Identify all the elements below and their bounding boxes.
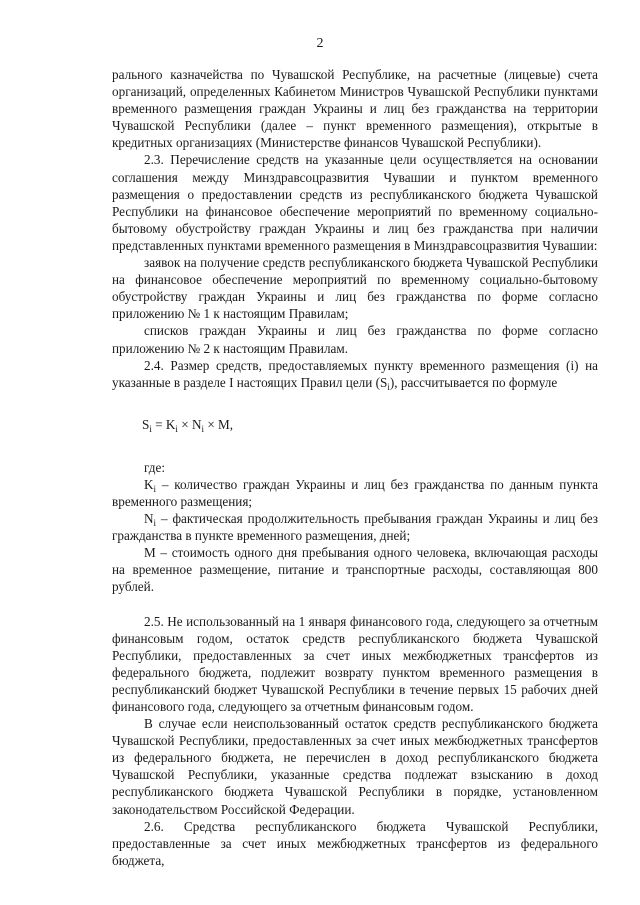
page-number: 2 <box>316 36 324 51</box>
where-label: где: <box>144 459 165 475</box>
paragraph-2-6: 2.6. Средства республиканского бюджета Чувашской Республики, предоставленные за счет иных межбюджетных трансфертов из федерального бюджета, <box>112 818 598 868</box>
paragraph-applications: заявок на получение средств республиканского бюджета Чувашской Республики на финансовое обеспечение мероприятий по временному социально-бытовому обустройству граждан Украины и лиц без гражданства по форме согласно приложению № 1 к настоящим Правилам; <box>112 255 598 322</box>
formula: $S_i = K_i \times N_i \times M$, <box>142 416 234 434</box>
def-m: M – стоимость одного дня пребывания одного человека, включающая расходы на временное размещение, питание и транспортные расходы, составляющая 800 рублей. <box>112 545 598 595</box>
def-k: $K_i$ – количество граждан Украины и лиц без гражданства по данным пункта временного размещения; <box>112 476 598 509</box>
paragraph-recovery: В случае если неиспользованный остаток средств республиканского бюджета Чувашской Республики, предоставленных за счет иных межбюджетных трансфертов из федерального бюджета, не перечислен в доход республиканского бюджета Чувашской Республики, указанные средства подлежат взысканию в доход республиканского бюджета Чувашской Республики в порядке, установленном законодательством Российской Федерации. <box>112 716 598 817</box>
paragraph-2-4: 2.4. Размер средств, предоставляемых пункту временного размещения (i) на указанные в разделе I настоящих Правил цели $(S_i)$, рассчитывается по формуле <box>112 357 598 392</box>
paragraph-2-3: 2.3. Перечисление средств на указанные цели осуществляется на основании соглашения между Минздравсоцразвития Чувашии и пунктом временного размещения о предоставлении средств из республиканского бюджета Чувашской Республики на финансовое обеспечение мероприятий по временному социально-бытовому обустройству граждан Украины и лиц без гражданства при наличии представленных пунктами временного размещения в Минздравсоцразвития Чувашии: <box>112 152 598 253</box>
document-body <box>112 66 598 869</box>
paragraph-lists: списков граждан Украины и лиц без гражданства по форме согласно приложению № 2 к настоящим Правилам. <box>112 323 598 356</box>
paragraph-continuation: рального казначейства по Чувашской Республике, на расчетные (лицевые) счета организаций, определенных Кабинетом Министров Чувашской Республики пунктами временного размещения граждан Украины и лиц без гражданства на территории Чувашской Республики (далее – пункт временного размещения), открытые в кредитных организациях (Министерстве финансов Чувашской Республики). <box>112 67 598 151</box>
def-n: $N_i$ – фактическая продолжительность пребывания граждан Украины и лиц без гражданства в пункте временного размещения, дней; <box>112 511 598 544</box>
paragraph-2-5: 2.5. Не использованный на 1 января финансового года, следующего за отчетным финансовым годом, остаток средств республиканского бюджета Чувашской Республики, предоставленных за счет иных межбюджетных трансфертов из федерального бюджета, подлежит возврату пунктом временного размещения в республиканский бюджет Чувашской Республики в течение первых 15 рабочих дней финансового года, следующего за отчетным финансовым годом. <box>112 613 598 714</box>
